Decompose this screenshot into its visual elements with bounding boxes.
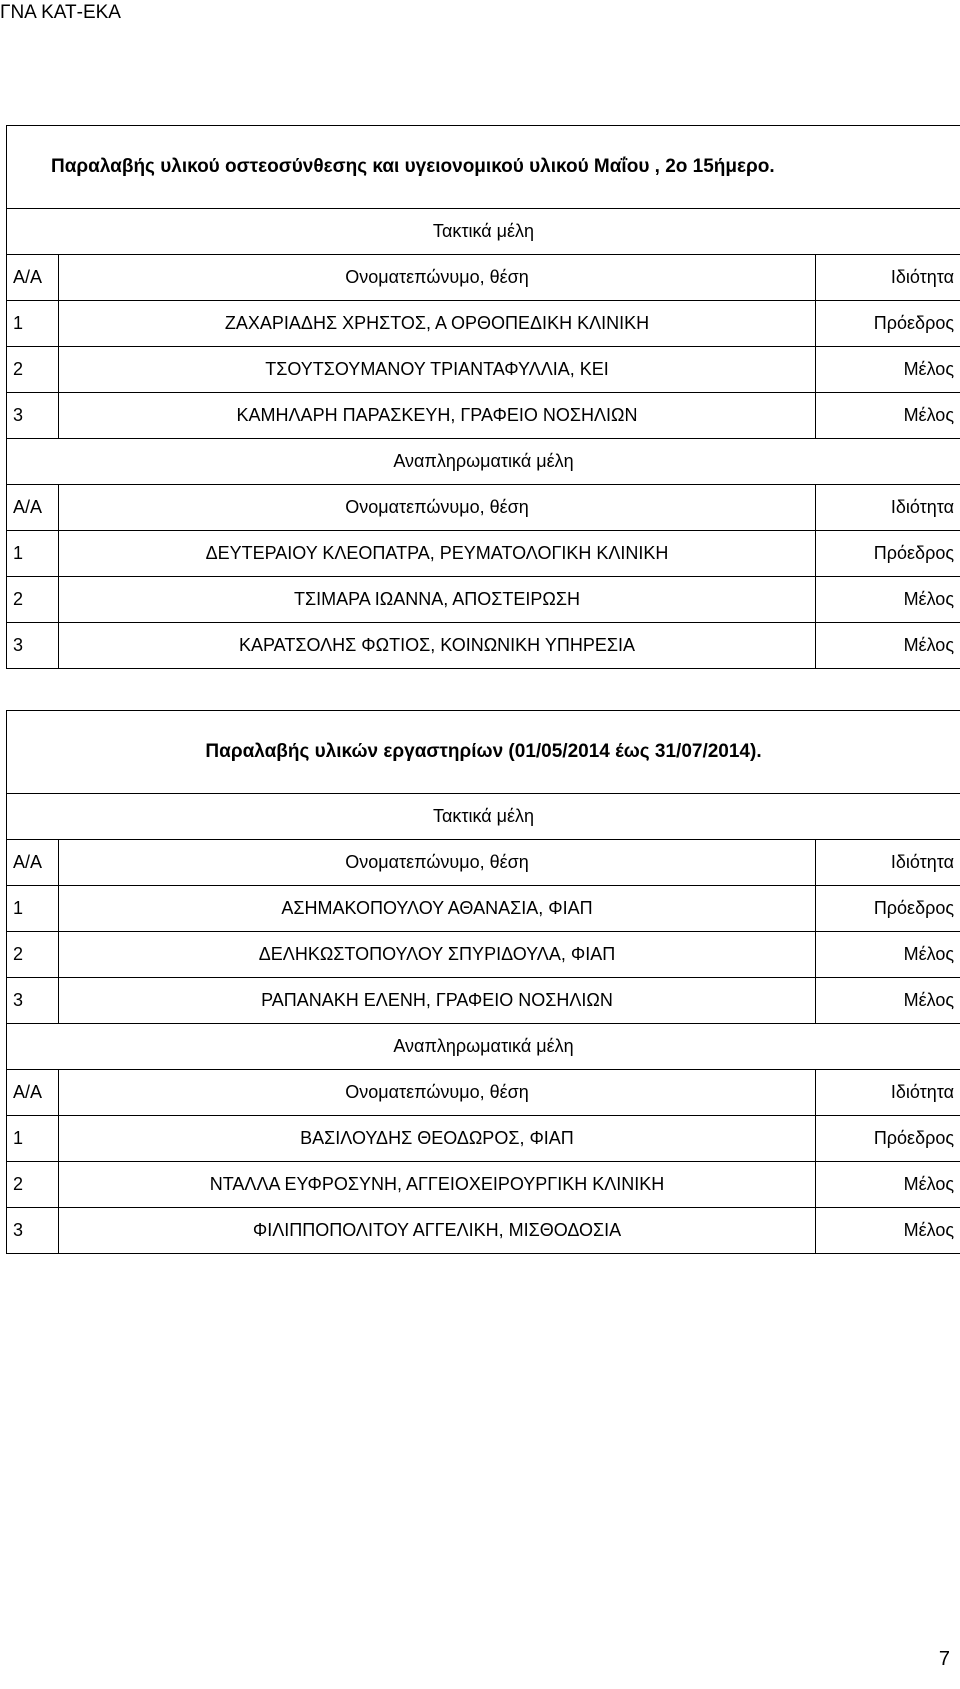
member-role: Πρόεδρος <box>816 531 960 577</box>
member-name: ΔΕΥΤΕΡΑΙΟΥ ΚΛΕΟΠΑΤΡΑ, ΡΕΥΜΑΤΟΛΟΓΙΚΗ ΚΛΙΝΙΚΗ <box>59 531 816 577</box>
member-role: Πρόεδρος <box>816 1116 960 1162</box>
member-role: Μέλος <box>816 1208 960 1254</box>
row-number: 2 <box>7 347 59 393</box>
member-role: Μέλος <box>816 577 960 623</box>
member-name: ΖΑΧΑΡΙΑΔΗΣ ΧΡΗΣΤΟΣ, Α ΟΡΘΟΠΕΔΙΚΗ ΚΛΙΝΙΚΗ <box>59 301 816 347</box>
member-name: ΒΑΣΙΛΟΥΔΗΣ ΘΕΟΔΩΡΟΣ, ΦΙΑΠ <box>59 1116 816 1162</box>
table-row <box>7 393 960 439</box>
row-number: 2 <box>7 577 59 623</box>
table-row <box>7 886 960 932</box>
table-row <box>7 978 960 1024</box>
member-name: ΚΑΜΗΛΑΡΗ ΠΑΡΑΣΚΕΥΗ, ΓΡΑΦΕΙΟ ΝΟΣΗΛΙΩΝ <box>59 393 816 439</box>
committee-title-row <box>7 711 960 794</box>
regular-members-heading: Τακτικά μέλη <box>7 794 960 840</box>
column-header-row <box>7 485 960 531</box>
member-name: ΝΤΑΛΛΑ ΕΥΦΡΟΣΥΝΗ, ΑΓΓΕΙΟΧΕΙΡΟΥΡΓΙΚΗ ΚΛΙΝΙΚΗ <box>59 1162 816 1208</box>
column-header-role: Ιδιότητα <box>816 1070 960 1116</box>
column-header-row <box>7 840 960 886</box>
member-role: Μέλος <box>816 623 960 669</box>
committee-title: Παραλαβής υλικού οστεοσύνθεσης και υγειονομικού υλικού Μαΐου , 2ο 15ήμερο. <box>7 126 960 209</box>
column-header-aa: Α/Α <box>7 840 59 886</box>
member-role: Μέλος <box>816 1162 960 1208</box>
table-row <box>7 932 960 978</box>
member-name: ΡΑΠΑΝΑΚΗ ΕΛΕΝΗ, ΓΡΑΦΕΙΟ ΝΟΣΗΛΙΩΝ <box>59 978 816 1024</box>
row-number: 2 <box>7 1162 59 1208</box>
column-header-role: Ιδιότητα <box>816 255 960 301</box>
member-name: ΚΑΡΑΤΣΟΛΗΣ ΦΩΤΙΟΣ, ΚΟΙΝΩΝΙΚΗ ΥΠΗΡΕΣΙΑ <box>59 623 816 669</box>
member-role: Μέλος <box>816 932 960 978</box>
member-name: ΔΕΛΗΚΩΣΤΟΠΟΥΛΟΥ ΣΠΥΡΙΔΟΥΛΑ, ΦΙΑΠ <box>59 932 816 978</box>
row-number: 3 <box>7 623 59 669</box>
column-header-aa: Α/Α <box>7 1070 59 1116</box>
member-role: Μέλος <box>816 393 960 439</box>
row-number: 3 <box>7 978 59 1024</box>
row-number: 3 <box>7 1208 59 1254</box>
committee-table-1 <box>6 125 960 669</box>
committee-title: Παραλαβής υλικών εργαστηρίων (01/05/2014 έως 31/07/2014). <box>7 711 960 794</box>
table-row <box>7 1208 960 1254</box>
table-row <box>7 531 960 577</box>
header-text: ΓΝΑ ΚΑΤ-ΕΚΑ <box>0 2 121 23</box>
alternate-members-heading: Αναπληρωματικά μέλη <box>7 439 960 485</box>
member-role: Πρόεδρος <box>816 886 960 932</box>
member-name: ΦΙΛΙΠΠΟΠΟΛΙΤΟΥ ΑΓΓΕΛΙΚΗ, ΜΙΣΘΟΔΟΣΙΑ <box>59 1208 816 1254</box>
column-header-role: Ιδιότητα <box>816 485 960 531</box>
column-header-name: Ονοματεπώνυμο, θέση <box>59 1070 816 1116</box>
column-header-role: Ιδιότητα <box>816 840 960 886</box>
committee-table-2 <box>6 710 960 1254</box>
column-header-row <box>7 255 960 301</box>
table-row <box>7 1116 960 1162</box>
column-header-name: Ονοματεπώνυμο, θέση <box>59 840 816 886</box>
table-row <box>7 577 960 623</box>
regular-members-heading: Τακτικά μέλη <box>7 209 960 255</box>
table-row <box>7 1162 960 1208</box>
table-row <box>7 347 960 393</box>
row-number: 1 <box>7 1116 59 1162</box>
member-name: ΑΣΗΜΑΚΟΠΟΥΛΟΥ ΑΘΑΝΑΣΙΑ, ΦΙΑΠ <box>59 886 816 932</box>
row-number: 2 <box>7 932 59 978</box>
table-row <box>7 301 960 347</box>
member-role: Μέλος <box>816 347 960 393</box>
member-name: ΤΣΟΥΤΣΟΥΜΑΝΟΥ ΤΡΙΑΝΤΑΦΥΛΛΙΑ, ΚΕΙ <box>59 347 816 393</box>
row-number: 1 <box>7 531 59 577</box>
member-role: Μέλος <box>816 978 960 1024</box>
row-number: 1 <box>7 886 59 932</box>
row-number: 3 <box>7 393 59 439</box>
alternate-members-heading: Αναπληρωματικά μέλη <box>7 1024 960 1070</box>
column-header-aa: Α/Α <box>7 255 59 301</box>
column-header-name: Ονοματεπώνυμο, θέση <box>59 255 816 301</box>
row-number: 1 <box>7 301 59 347</box>
column-header-row <box>7 1070 960 1116</box>
committee-title-row <box>7 126 960 209</box>
member-role: Πρόεδρος <box>816 301 960 347</box>
member-name: ΤΣΙΜΑΡΑ ΙΩΑΝΝΑ, ΑΠΟΣΤΕΙΡΩΣΗ <box>59 577 816 623</box>
table-row <box>7 623 960 669</box>
column-header-aa: Α/Α <box>7 485 59 531</box>
page-number: 7 <box>938 1648 950 1670</box>
column-header-name: Ονοματεπώνυμο, θέση <box>59 485 816 531</box>
